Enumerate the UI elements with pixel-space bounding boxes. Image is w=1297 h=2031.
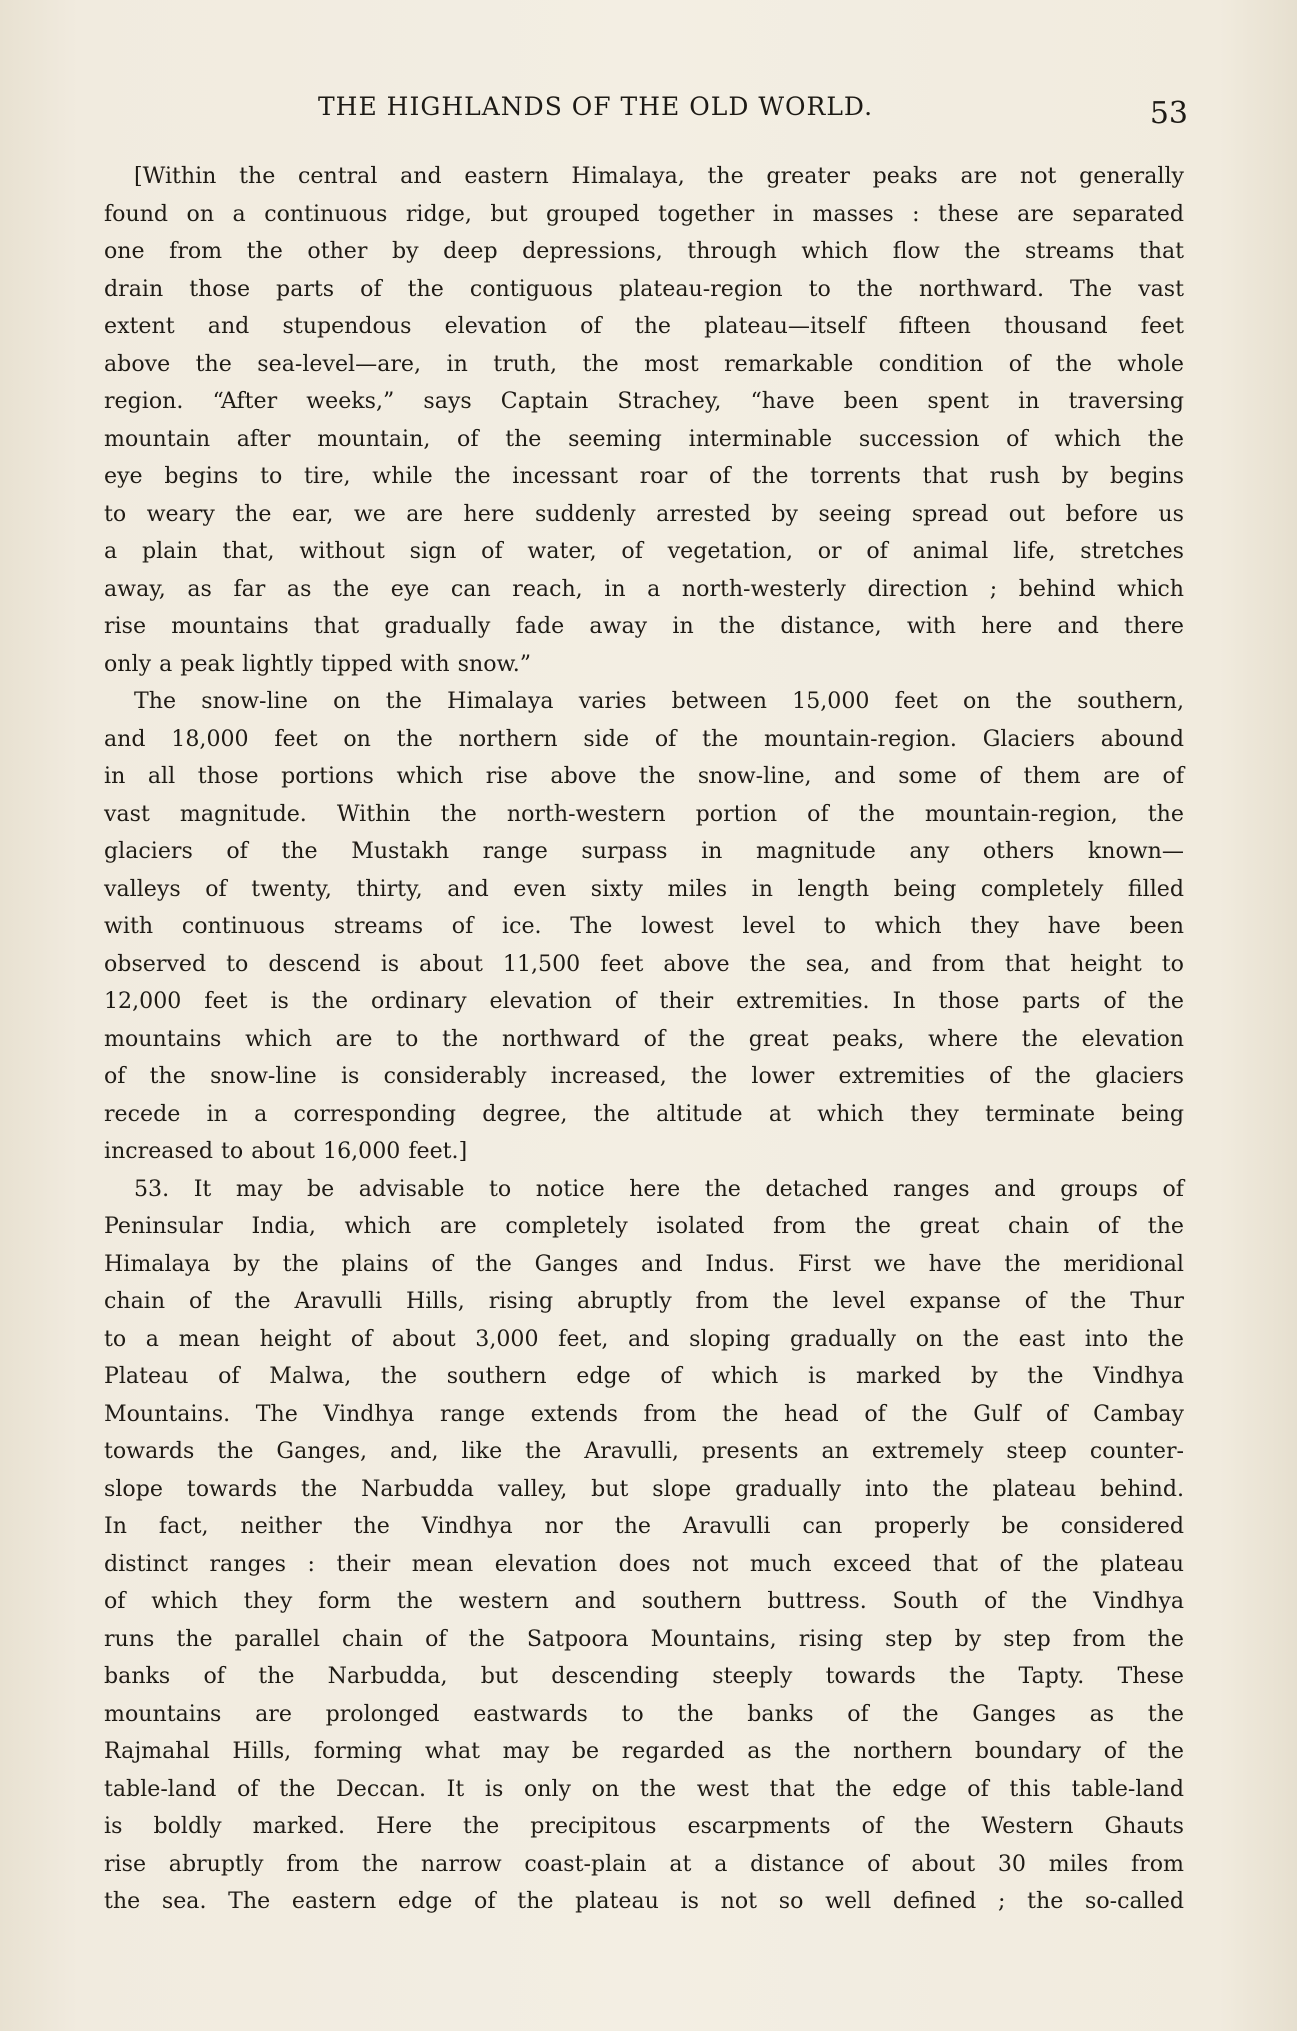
text-line: a plain that, without sign of water, of vegetation, or of animal life, stretches [104, 538, 1184, 564]
text-line: recede in a corresponding degree, the altitude at which they terminate being [104, 1100, 1184, 1127]
text-line: eye begins to tire, while the incessant roar of the torrents that rush by begins [104, 463, 1184, 489]
text-line: valleys of twenty, thirty, and even sixty miles in length being completely filled [104, 875, 1184, 902]
text-line: is boldly marked. Here the precipitous escarpments of the Western Ghauts [104, 1813, 1184, 1839]
text-line: runs the parallel chain of the Satpoora Mountains, rising step by step from the [104, 1625, 1184, 1652]
text-line: The snow-line on the Himalaya varies between 15,000 feet on the southern, [134, 688, 1184, 714]
text-line: in all those portions which rise above the snow-line, and some of them are of [104, 763, 1184, 789]
running-title: THE HIGHLANDS OF THE OLD WORLD. [318, 92, 874, 121]
text-line: one from the other by deep depressions, through which flow the streams that [104, 238, 1184, 264]
text-line: 53. It may be advisable to notice here the detached ranges and groups of [134, 1175, 1184, 1202]
text-line: Mountains. The Vindhya range extends from the head of the Gulf of Cambay [104, 1400, 1184, 1427]
text-line: In fact, neither the Vindhya nor the Aravulli can properly be considered [104, 1513, 1184, 1539]
text-line: with continuous streams of ice. The lowest level to which they have been [104, 913, 1184, 939]
text-line: banks of the Narbudda, but descending steeply towards the Tapty. These [104, 1663, 1184, 1689]
text-line: increased to about 16,000 feet.] [104, 1138, 468, 1164]
text-line: glaciers of the Mustakh range surpass in magnitude any others known— [104, 838, 1184, 864]
text-line: rise abruptly from the narrow coast-plain at a distance of about 30 miles from [104, 1850, 1184, 1877]
text-line: slope towards the Narbudda valley, but slope gradually into the plateau behind. [104, 1475, 1184, 1502]
text-line: vast magnitude. Within the north-western portion of the mountain-region, the [104, 800, 1184, 827]
text-line: mountain after mountain, of the seeming interminable succession of which the [104, 425, 1184, 452]
text-line: of which they form the western and southern buttress. South of the Vindhya [104, 1588, 1184, 1614]
page-header [108, 92, 1188, 132]
text-line: rise mountains that gradually fade away in the distance, with here and there [104, 613, 1184, 639]
text-line: Himalaya by the plains of the Ganges and Indus. First we have the meridional [104, 1250, 1184, 1277]
page-number: 53 [1149, 96, 1188, 131]
text-line: to a mean height of about 3,000 feet, and sloping gradually on the east into the [104, 1325, 1184, 1352]
text-line: table-land of the Deccan. It is only on the west that the edge of this table-land [104, 1775, 1184, 1802]
text-line: Rajmahal Hills, forming what may be regarded as the northern boundary of the [104, 1738, 1184, 1764]
text-line: drain those parts of the contiguous plateau-region to the northward. The vast [104, 275, 1184, 302]
text-line: the sea. The eastern edge of the plateau is not so well defined ; the so-called [104, 1888, 1184, 1914]
text-line: chain of the Aravulli Hills, rising abruptly from the level expanse of the Thur [104, 1288, 1184, 1314]
text-line: mountains are prolonged eastwards to the banks of the Ganges as the [104, 1700, 1184, 1727]
paragraph-snow-line [104, 683, 1184, 1171]
text-line: only a peak lightly tipped with snow.” [104, 650, 532, 677]
text-line: Plateau of Malwa, the southern edge of which is marked by the Vindhya [104, 1363, 1184, 1389]
text-line: towards the Ganges, and, like the Aravulli, presents an extremely steep counter- [104, 1438, 1184, 1464]
paragraph-himalaya-peaks [104, 158, 1184, 683]
text-line: Peninsular India, which are completely isolated from the great chain of the [104, 1213, 1184, 1239]
text-line: to weary the ear, we are here suddenly arrested by seeing spread out before us [104, 500, 1184, 527]
text-line: found on a continuous ridge, but grouped together in masses : these are separated [104, 200, 1184, 227]
text-line: [Within the central and eastern Himalaya, the greater peaks are not generally [134, 163, 1184, 189]
text-line: 12,000 feet is the ordinary elevation of their extremities. In those parts of the [104, 988, 1184, 1014]
text-line: and 18,000 feet on the northern side of the mountain-region. Glaciers abound [104, 725, 1184, 752]
body-text [104, 158, 1184, 1921]
text-line: observed to descend is about 11,500 feet above the sea, and from that height to [104, 950, 1184, 977]
text-line: extent and stupendous elevation of the plateau—itself fifteen thousand feet [104, 313, 1184, 339]
text-line: distinct ranges : their mean elevation does not much exceed that of the plateau [104, 1550, 1184, 1577]
paragraph-section-53 [104, 1171, 1184, 1921]
text-line: above the sea-level—are, in truth, the most remarkable condition of the whole [104, 350, 1184, 377]
text-line: region. “After weeks,” says Captain Strachey, “have been spent in traversing [104, 388, 1184, 414]
text-line: mountains which are to the northward of the great peaks, where the elevation [104, 1025, 1184, 1052]
text-line: away, as far as the eye can reach, in a north-westerly direction ; behind which [104, 575, 1184, 602]
text-line: of the snow-line is considerably increased, the lower extremities of the glaciers [104, 1063, 1184, 1089]
